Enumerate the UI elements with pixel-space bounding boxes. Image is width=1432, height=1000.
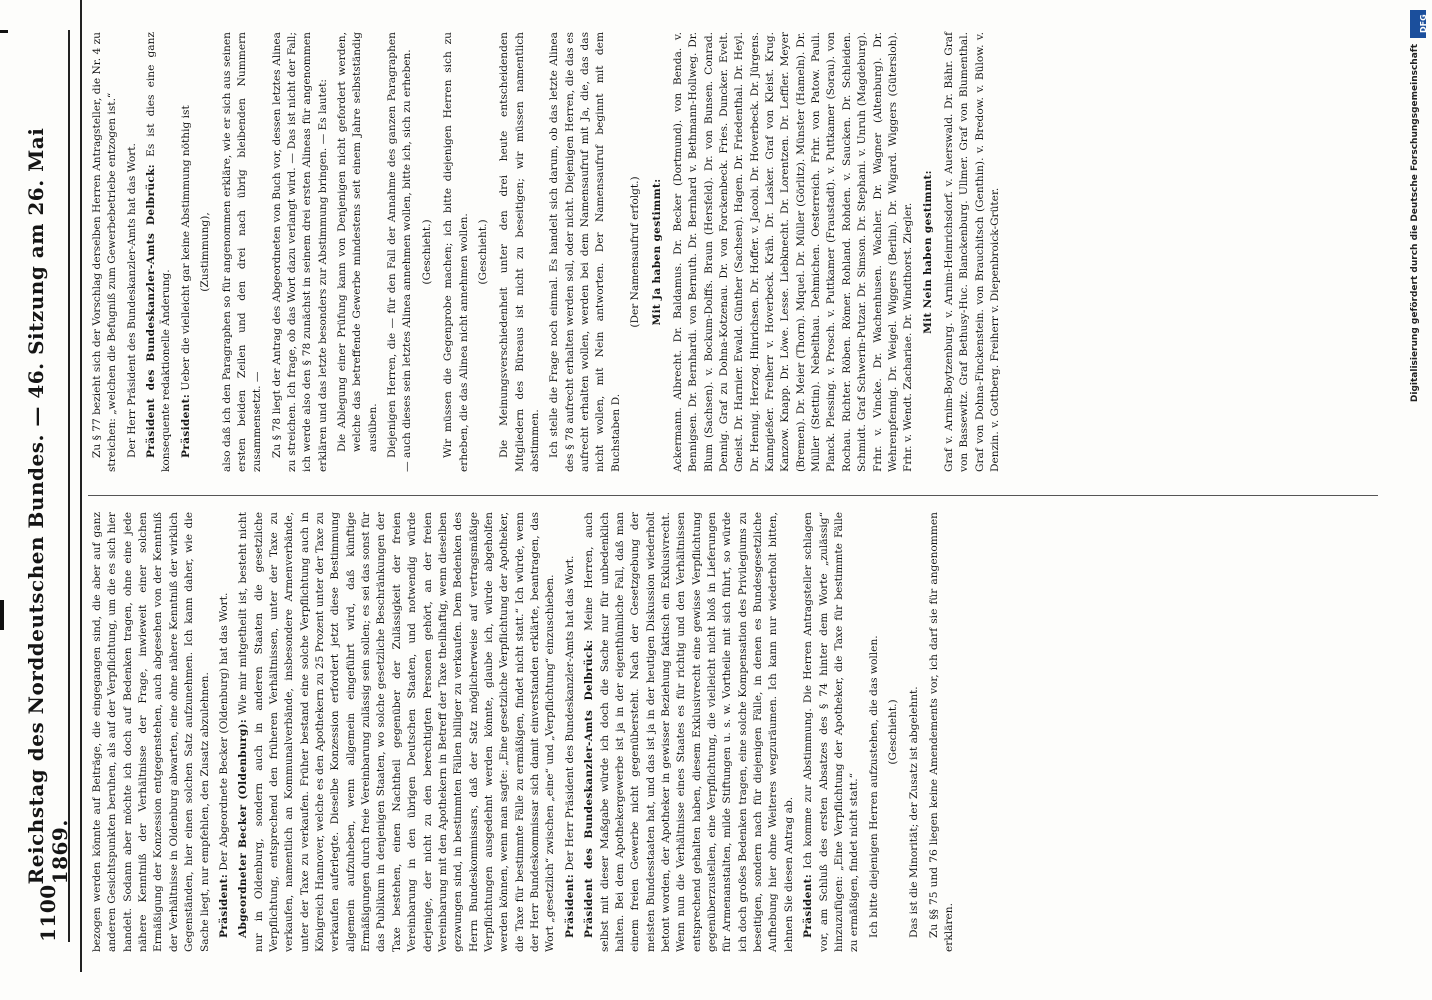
vote-list-yes: Ackermann. Albrecht. Dr. Baldamus. Dr. Becker (Dortmund). von Benda. v. Bennigsen. Dr. Bernhardi. von Bernuth. Dr. Bernhard v. Bethmann-Hollweg. Dr. Blum (Sachsen). v. Bockum-Dolffs. Braun (Hersfeld). Dr. von Bunsen. Conrad. Dennig. Graf zu Dohna-Kotzenau. Dr. von Forckenbeck. Fries. Duncker. Evelt. Gneist. Dr. Harnier. Ewald. Günther (Sachsen). Hagen. Dr. Friedenthal. Dr. Heyl. Dr. Hennig. Herzog. Hinrichsen. Dr. Hoffer. v. Jacobi. Dr. Hoverbeck. Dr. Jürgens. Kanngießer. Freiherr v. Hoverbeck. Kräh. Dr. Lasker. Graf von Kleist. Krug. Kanzow. Knapp. Dr. Löwe. Lesse. Liebknecht. Dr. Lorentzen. Dr. Leffler. Meyer (Bremen). Dr. Meier (Thorn). Miquel. Dr. Müller (Görlitz). Münster (Hameln). Dr. Müller (Stettin). Nebelthau. Dehmichen. Oesterreich. Frhr. von Patow. Pauli. Planck. Plessing. v. Prosch. v. Puttkamer (Fraustadt). v. Puttkamer (Sorau). von Rochau. Richter. Röben. Römer. Rohland. Rohden. v. Saucken. Dr. Schleiden. Schmidt. Graf Schwerin-Putzar. Dr. Simson. Dr. Stephani. v. Unruh (Magdeburg). Frhr. v. Vincke. Dr. Wachenhusen. Wachler. Dr. Wagner (Altenburg). Dr. Wehrenpfennig. Dr. Weigel. Wiggers (Berlin). Dr. Wigard. Wiggers (Gütersloh). Frhr. v. Wendt. Zachariae. Dr. Windthorst. Ziegler. xyxy=(671,32,915,472)
paragraph xyxy=(236,512,559,952)
header-rule xyxy=(80,0,82,972)
speaker: Präsident: xyxy=(217,873,230,938)
paragraph xyxy=(563,512,578,952)
paragraph xyxy=(217,512,232,952)
paragraph xyxy=(144,32,175,472)
speaker: Abgeordneter Becker (Oldenburg): xyxy=(237,718,250,938)
dfg-credit-text: Digitalisierung gefördert durch die Deutsche Forschungsgemeinschaft xyxy=(1410,44,1420,403)
paragraph: Das ist die Minorität; der Zusatz ist abgelehnt. xyxy=(908,686,921,938)
paragraph: Ich bitte diejenigen Herren aufzustehen, die das wollen. xyxy=(867,635,880,938)
speech: Der Abgeordnete Becker (Oldenburg) hat das Wort. xyxy=(217,592,230,871)
stage-note: (Geschieht.) xyxy=(886,699,899,765)
vote-list-no: Graf v. Arnim-Boytzenburg. v. Arnim-Heinrichsdorf. v. Auerswald. Dr. Bähr. Graf von Bassewitz. Graf Bethusy-Huc. Blanckenburg. Ullmer. Graf von Blumenthal. Graf von Dohna-Finckenstein. von Brauchitsch (Genthin). v. Bredow. v. Bülow. v. Denzin. v. Gottberg. Freiherr v. Diepenbroick-Grüter. xyxy=(942,32,1002,472)
speaker: Präsident des Bundeskanzler-Amts Delbrück: xyxy=(145,164,158,458)
scan-edge-mark xyxy=(0,30,8,33)
speaker: Präsident des Bundeskanzler-Amts Delbrück: xyxy=(583,639,596,938)
right-column xyxy=(90,32,1388,472)
paragraph: Zu §§ 75 und 76 liegen keine Amendements vor, ich darf sie für angenommen erklären. xyxy=(927,512,956,952)
speech: Ich komme zur Abstimmung. Die Herren Antragsteller schlagen vor, am Schluß des ersten Absatzes des § 74 hinter dem Worte „zulässig“ hinzuzufügen: „Eine Verpflichtung der Apotheker, die Taxe für bestimmte Fälle zu ermäßigen, findet nicht statt.“ xyxy=(802,512,861,952)
stage-note: (Der Namensaufruf erfolgt.) xyxy=(629,176,642,328)
stage-note: (Geschieht.) xyxy=(476,219,489,285)
paragraph xyxy=(801,512,862,952)
vote-heading-yes: Mit Ja haben gestimmt: xyxy=(650,178,663,326)
paragraph: Wir müssen die Gegenprobe machen; ich bitte diejenigen Herren sich zu erheben, die das Alinea nicht annehmen wollen. xyxy=(442,32,470,472)
paragraph: Zu § 77 bezieht sich der Vorschlag derselben Herren Antragsteller, die Nr. 4 zu streichen: „welchen die Befugniß zum Gewerbebetriebe entzogen ist.“ xyxy=(91,32,119,472)
vote-heading-no: Mit Nein haben gestimmt: xyxy=(921,170,934,334)
page-header xyxy=(24,30,72,942)
paragraph: Die Meinungsverschiedenheit unter den drei heute entscheidenden Mitgliedern des Büreaus ist nicht zu beseitigen; wir müssen namentlich abstimmen. xyxy=(498,32,541,472)
paragraph: bezogen werden könnte auf Beiträge, die eingegangen sind, die aber auf ganz anderen Gesichtspunkten beruhen, als auf der Verpflichtung, um die es sich hier handelt. Sodann aber möchte ich doch auf Bedenken tragen, ohne eine jede nähere Kenntniß der Verhältnisse der Frage, inwieweit einer solchen Ermäßigung der Konzession entgegenstehen, auch abgesehen von der Kenntniß der Verhältnisse in Oldenburg abwarten, eine ohne nähere Kenntniß der wirklich Gegenständen, hier einen solchen Satz aufzunehmen. Ich kann daher, wie die Sache liegt, nur empfehlen, den Zusatz abzulehnen. xyxy=(91,512,211,952)
paragraph: Ich stelle die Frage noch einmal. Es handelt sich darum, ob das letzte Alinea des § 78 aufrecht erhalten werden soll, oder nicht. Diejenigen Herren, die das es aufrecht erhalten wollen, werden bei dem Namensaufruf mit Ja, die, das das nicht wollen, mit Nein antworten. Der Namensaufruf beginnt mit dem Buchstaben D. xyxy=(548,32,622,472)
paragraph: Zu § 78 liegt der Antrag des Abgeordneten von Buch vor, dessen letztes Alinea zu streichen. Ich frage, ob das Wort dazu verlangt wird. — Das ist nicht der Fall; ich werde also den § 78 zunächst in seinem drei ersten Alineas für angenommen erklären und das letzte besonders zur Abstimmung bringen. — Es lautet: xyxy=(270,32,329,472)
rotated-page xyxy=(24,0,1398,972)
quoted-alinea: Die Ablegung einer Prüfung kann von Denjenigen nicht gefordert werden, welche das betreffende Gewerbe mindestens seit einem Jahre selbstständig ausüben. xyxy=(336,32,379,452)
speech: Meine Herren, auch selbst mit dieser Maßgabe würde ich doch die Sache nur für unbedenklich halten. Bei dem Apothekergewerbe ist ja in der eigenthümliche Fall, daß man einem freien Gewerbe nicht gegenübersteht. Nach der Gesetzgebung der meisten Bundesstaaten hat, und das ist ja in der heutigen Diskussion wiederholt betont worden, der Apotheker in gewisser Beziehung faktisch ein Exklusivrecht. Wenn nun die Verhältnisse eines Staates es für richtig und den Verhältnissen entsprechend gehalten haben, diesem Exklusivrecht eine gewisse Verpflichtung gegenüberzustellen, eine Verpflichtung, die vielleicht nicht bloß in Lieferungen für Armenanstalten, milde Stiftungen u. s. w. Vortheile mit sich führt, so würde ich doch großes Bedenken tragen, eine solche Kompensation des Privilegiums zu beseitigen, sondern nach für diejenigen Fälle, in denen es Bundesgesetzliche Aufhebung hier ohne Weiteres wegzuräumen. Ich kann nur wiederholt bitten, lehnen Sie diesen Antrag ab. xyxy=(583,512,795,952)
stage-note: (Zustimmung), xyxy=(199,212,212,292)
paragraph: Diejenigen Herren, die — für den Fall der Annahme des ganzen Paragraphen — auch dieses sein letztes Alinea annehmen wollen, bitte ich, sich zu erheben. xyxy=(386,32,414,472)
dfg-credit xyxy=(1410,10,1428,402)
column-divider xyxy=(88,495,1378,496)
speech: Ueber die vielleicht gar keine Abstimmung nöthig ist xyxy=(179,105,192,391)
scan-edge-mark xyxy=(0,600,4,630)
paragraph xyxy=(582,512,797,952)
paragraph: also daß ich den Paragraphen so für angenommen erkläre, wie er sich aus seinen ersten beiden Zeilen und den drei nach übrig bleibenden Nummern zusammensetzt. — xyxy=(220,32,264,472)
speech: Wie mir mitgetheilt ist, besteht nicht nur in Oldenburg, sondern auch in anderen Staaten die gesetzliche Verpflichtung, entsprechend den früheren Verhältnissen, unter der Taxe zu verkaufen, namentlich an Kommunalverbände, insbesondere Armenverbände, unter der Taxe zu verkaufen. Früher bestand eine solche Verpflichtung auch in Königreich Hannover, welche es den Apothekern zu 25 Prozent unter der Taxe zu verkaufen auferlegte. Dieselbe Konzession erfordert jetzt diese Bestimmung allgemein aufzuheben, wenn allgemein eingeführt wird, daß künftige Ermäßigungen durch freie Vereinbarung zulässig sein sollen; es sei das sonst für das Publikum in denjenigen Staaten, wo solche gesetzliche Beschränkungen der Taxe bestehen, einen Nachtheil gegenüber der Zulässigkeit der freien Vereinbarung in den übrigen Deutschen Staaten, und notwendig würde derjenige, der nicht zu den berechtigten Personen gehört, an der freien Vereinbarung mit den Apothekern in Betreff der Taxe theilhaftig, wenn dieselben gezwungen sind, in bestimmten Fällen billiger zu verkaufen. Dem Bedenken des Herrn Bundeskommissars, daß der Satz möglicherweise auf vertragsmäßige Verpflichtungen ausgedehnt werden könnte, glaube ich, würde abgeholfen werden können, wenn man sagte: „Eine gesetzliche Verpflichtung der Apotheker, die Taxe für bestimmte Fälle zu ermäßigen, findet nicht statt.“ Ich würde, wenn der Herr Bundeskommissar sich damit einverstanden erklärte, beantragen, das Wort „gesetzlich“ zwischen „eine“ und „Verpflichtung“ einzuschieben. xyxy=(237,512,557,952)
speaker: Präsident: xyxy=(179,393,192,458)
paragraph xyxy=(179,32,194,472)
speaker: Präsident: xyxy=(802,873,815,938)
speaker: Präsident: xyxy=(563,873,576,938)
page-number: 1100 xyxy=(36,884,60,942)
speech: Der Herr Präsident des Bundeskanzler-Amts hat das Wort. xyxy=(563,555,576,871)
speech: Es ist dies eine ganz konsequente redaktionelle Änderung. xyxy=(145,32,173,472)
running-title: Reichstag des Norddeutschen Bundes. — 46. Sitzung am 26. Mai 1869. xyxy=(24,127,72,885)
paragraph: Der Herr Präsident des Bundeskanzler-Amts hat das Wort. xyxy=(125,143,138,458)
stage-note: (Geschieht.) xyxy=(420,219,433,285)
dfg-logo-badge: DFG xyxy=(1410,10,1426,38)
left-column xyxy=(90,512,1388,952)
